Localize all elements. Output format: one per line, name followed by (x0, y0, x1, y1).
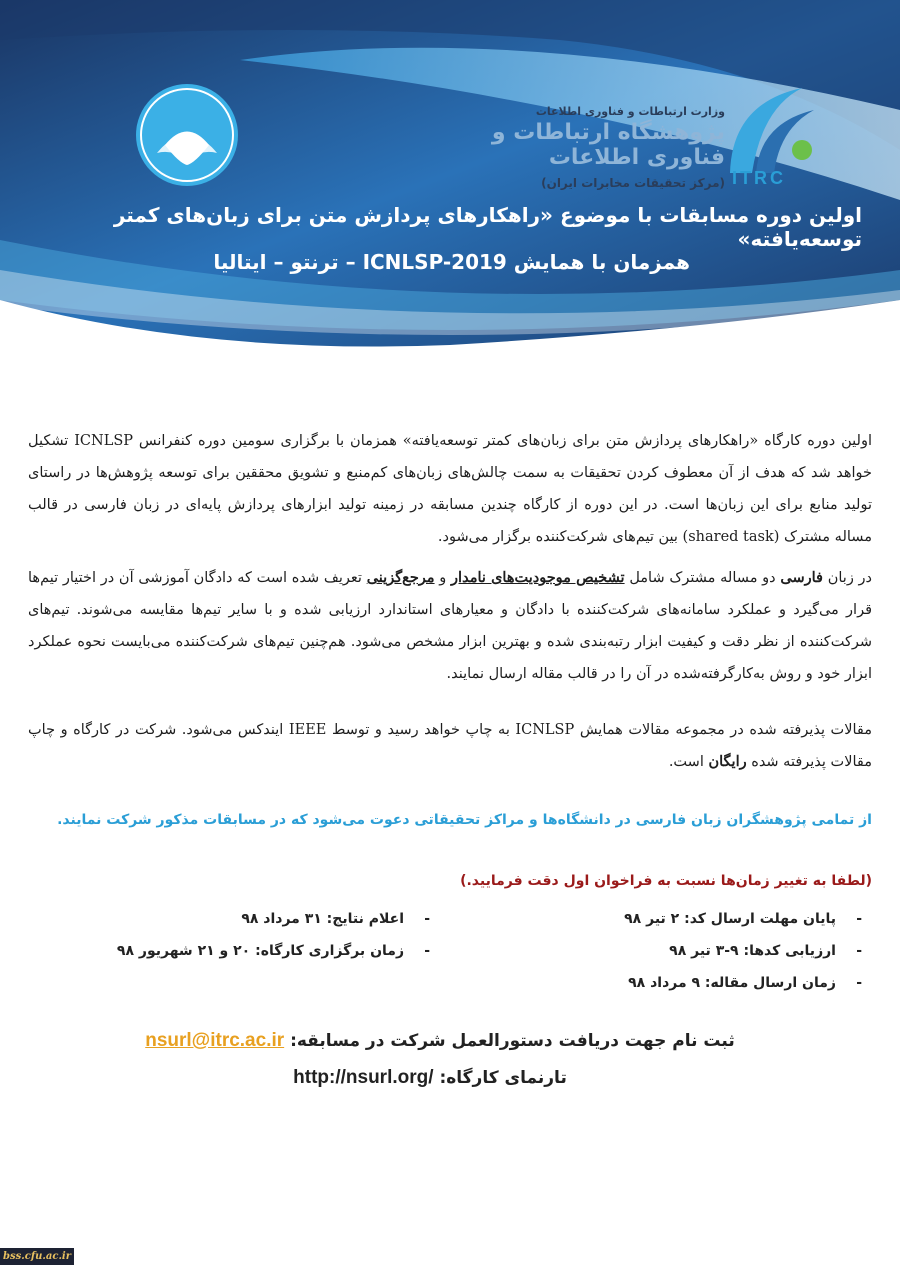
ministry-line2: پژوهشگاه ارتباطات و فناوری اطلاعات (491, 120, 725, 170)
bullet-dash: - (424, 911, 430, 927)
p2-task-coref: مرجع‌گزینی (366, 569, 435, 586)
bullet-dash: - (856, 911, 862, 927)
schedule-item-text: ارزیابی کدها: ۹-۳ تیر ۹۸ (669, 943, 836, 959)
page-title-line1: اولین دوره مسابقات با موضوع «راهکارهای پردازش متن برای زبان‌های کمتر توسعه‌یافته» (113, 203, 862, 251)
website-link[interactable]: http://nsurl.org/ (293, 1067, 434, 1088)
p3-free: رایگان (708, 753, 747, 770)
p2-text-c: دو مساله مشترک شامل (629, 570, 776, 586)
tasks-paragraph (28, 562, 872, 690)
ministry-text-logo (455, 105, 725, 190)
p3-text-c: است. (668, 754, 704, 770)
schedule-item (562, 967, 862, 999)
schedule-item (100, 903, 430, 935)
schedule-change-notice: (لطفا به تغییر زمان‌ها نسبت به فراخوان اول دقت فرمایید.) (460, 873, 872, 889)
website-label: تارنمای کارگاه: (439, 1068, 567, 1088)
footer-source-tag: bss.cfu.ac.ir (0, 1248, 74, 1265)
schedule-column-1 (562, 903, 862, 999)
intro-paragraph: اولین دوره کارگاه «راهکارهای پردازش متن برای زبان‌های کمتر توسعه‌یافته» همزمان با برگزاری سومین دوره کنفرانس ICNLSP تشکیل خواهد شد که هدف از آن معطوف کردن تحقیقات به سمت چالش‌های زبان‌های کم‌منبع و تشویق محققین برای توسعه پژوهش‌ها در راستای تولید منابع برای این زبان‌ها است. در این دوره از کارگاه چندین مسابقه در زمینه تولید ابزارهای پردازش پایه‌ای در زبان فارسی در قالب مساله مشترک (shared task) بین تیم‌های شرکت‌کننده برگزار می‌شود. (28, 433, 872, 545)
itrc-logo (722, 78, 822, 188)
website-line (200, 1067, 660, 1089)
p2-text-e: و (439, 570, 447, 586)
schedule-item (562, 903, 862, 935)
header-banner (0, 0, 900, 360)
registration-email-link[interactable]: nsurl@itrc.ac.ir (145, 1030, 285, 1051)
registration-line (120, 1030, 760, 1052)
ministry-line1: وزارت ارتباطات و فناوری اطلاعات (535, 105, 725, 118)
registration-label: ثبت نام جهت دریافت دستورالعمل شرکت در مسابقه: (290, 1031, 735, 1051)
university-of-tehran-logo (135, 83, 239, 187)
p3-text-a: مقالات پذیرفته شده در مجموعه مقالات همایش ICNLSP به چاپ خواهد رسید و توسط IEEE ایندکس می‌شود. شرکت در کارگاه و چاپ مقالات پذیرفته شده (28, 722, 872, 770)
itrc-label: ITRC (732, 168, 786, 188)
ministry-line3: (مرکز تحقیقات مخابرات ایران) (541, 176, 725, 190)
page-title-line2: همزمان با همایش ICNLSP-2019 – ترنتو – ایتالیا (213, 250, 690, 274)
p2-text-g: تعریف شده است که دادگان آموزشی آن در اختیار تیم‌ها قرار می‌گیرد و عملکرد سامانه‌های شرکت‌کننده با دادگان و معیارهای استاندارد ارزیابی شده و با سایر تیم‌ها مقایسه می‌شوند. تیم‌های شرکت‌کننده از نظر دقت و کیفیت ابزار رتبه‌بندی شده و بهترین ابزار مشخص می‌شود. هم‌چنین تیم‌های شرکت‌کننده می‌بایست نحوه عملکرد ابزار خود و روش به‌کارگرفته‌شده در آن را در قالب مقاله ارسال نمایند. (28, 570, 872, 682)
publication-paragraph (28, 714, 872, 778)
schedule-item (100, 935, 430, 967)
schedule-item (562, 935, 862, 967)
schedule-item-text: زمان برگزاری کارگاه: ۲۰ و ۲۱ شهریور ۹۸ (116, 943, 404, 959)
bullet-dash: - (424, 943, 430, 959)
p2-text-a: در زبان (827, 570, 873, 586)
schedule-column-2 (100, 903, 430, 967)
bullet-dash: - (856, 943, 862, 959)
p2-language: فارسی (780, 569, 823, 586)
p2-task-ner: تشخیص موجودیت‌های نامدار (451, 569, 625, 586)
schedule-item-text: پایان مهلت ارسال کد: ۲ تیر ۹۸ (624, 911, 836, 927)
bullet-dash: - (856, 975, 862, 991)
invitation-text: از تمامی پژوهشگران زبان فارسی در دانشگاه‌ها و مراکز تحقیقاتی دعوت می‌شود که در مسابقات مذکور شرکت نمایند. (57, 812, 872, 828)
schedule-item-text: اعلام نتایج: ۳۱ مرداد ۹۸ (241, 911, 404, 927)
schedule-item-text: زمان ارسال مقاله: ۹ مرداد ۹۸ (628, 975, 836, 991)
